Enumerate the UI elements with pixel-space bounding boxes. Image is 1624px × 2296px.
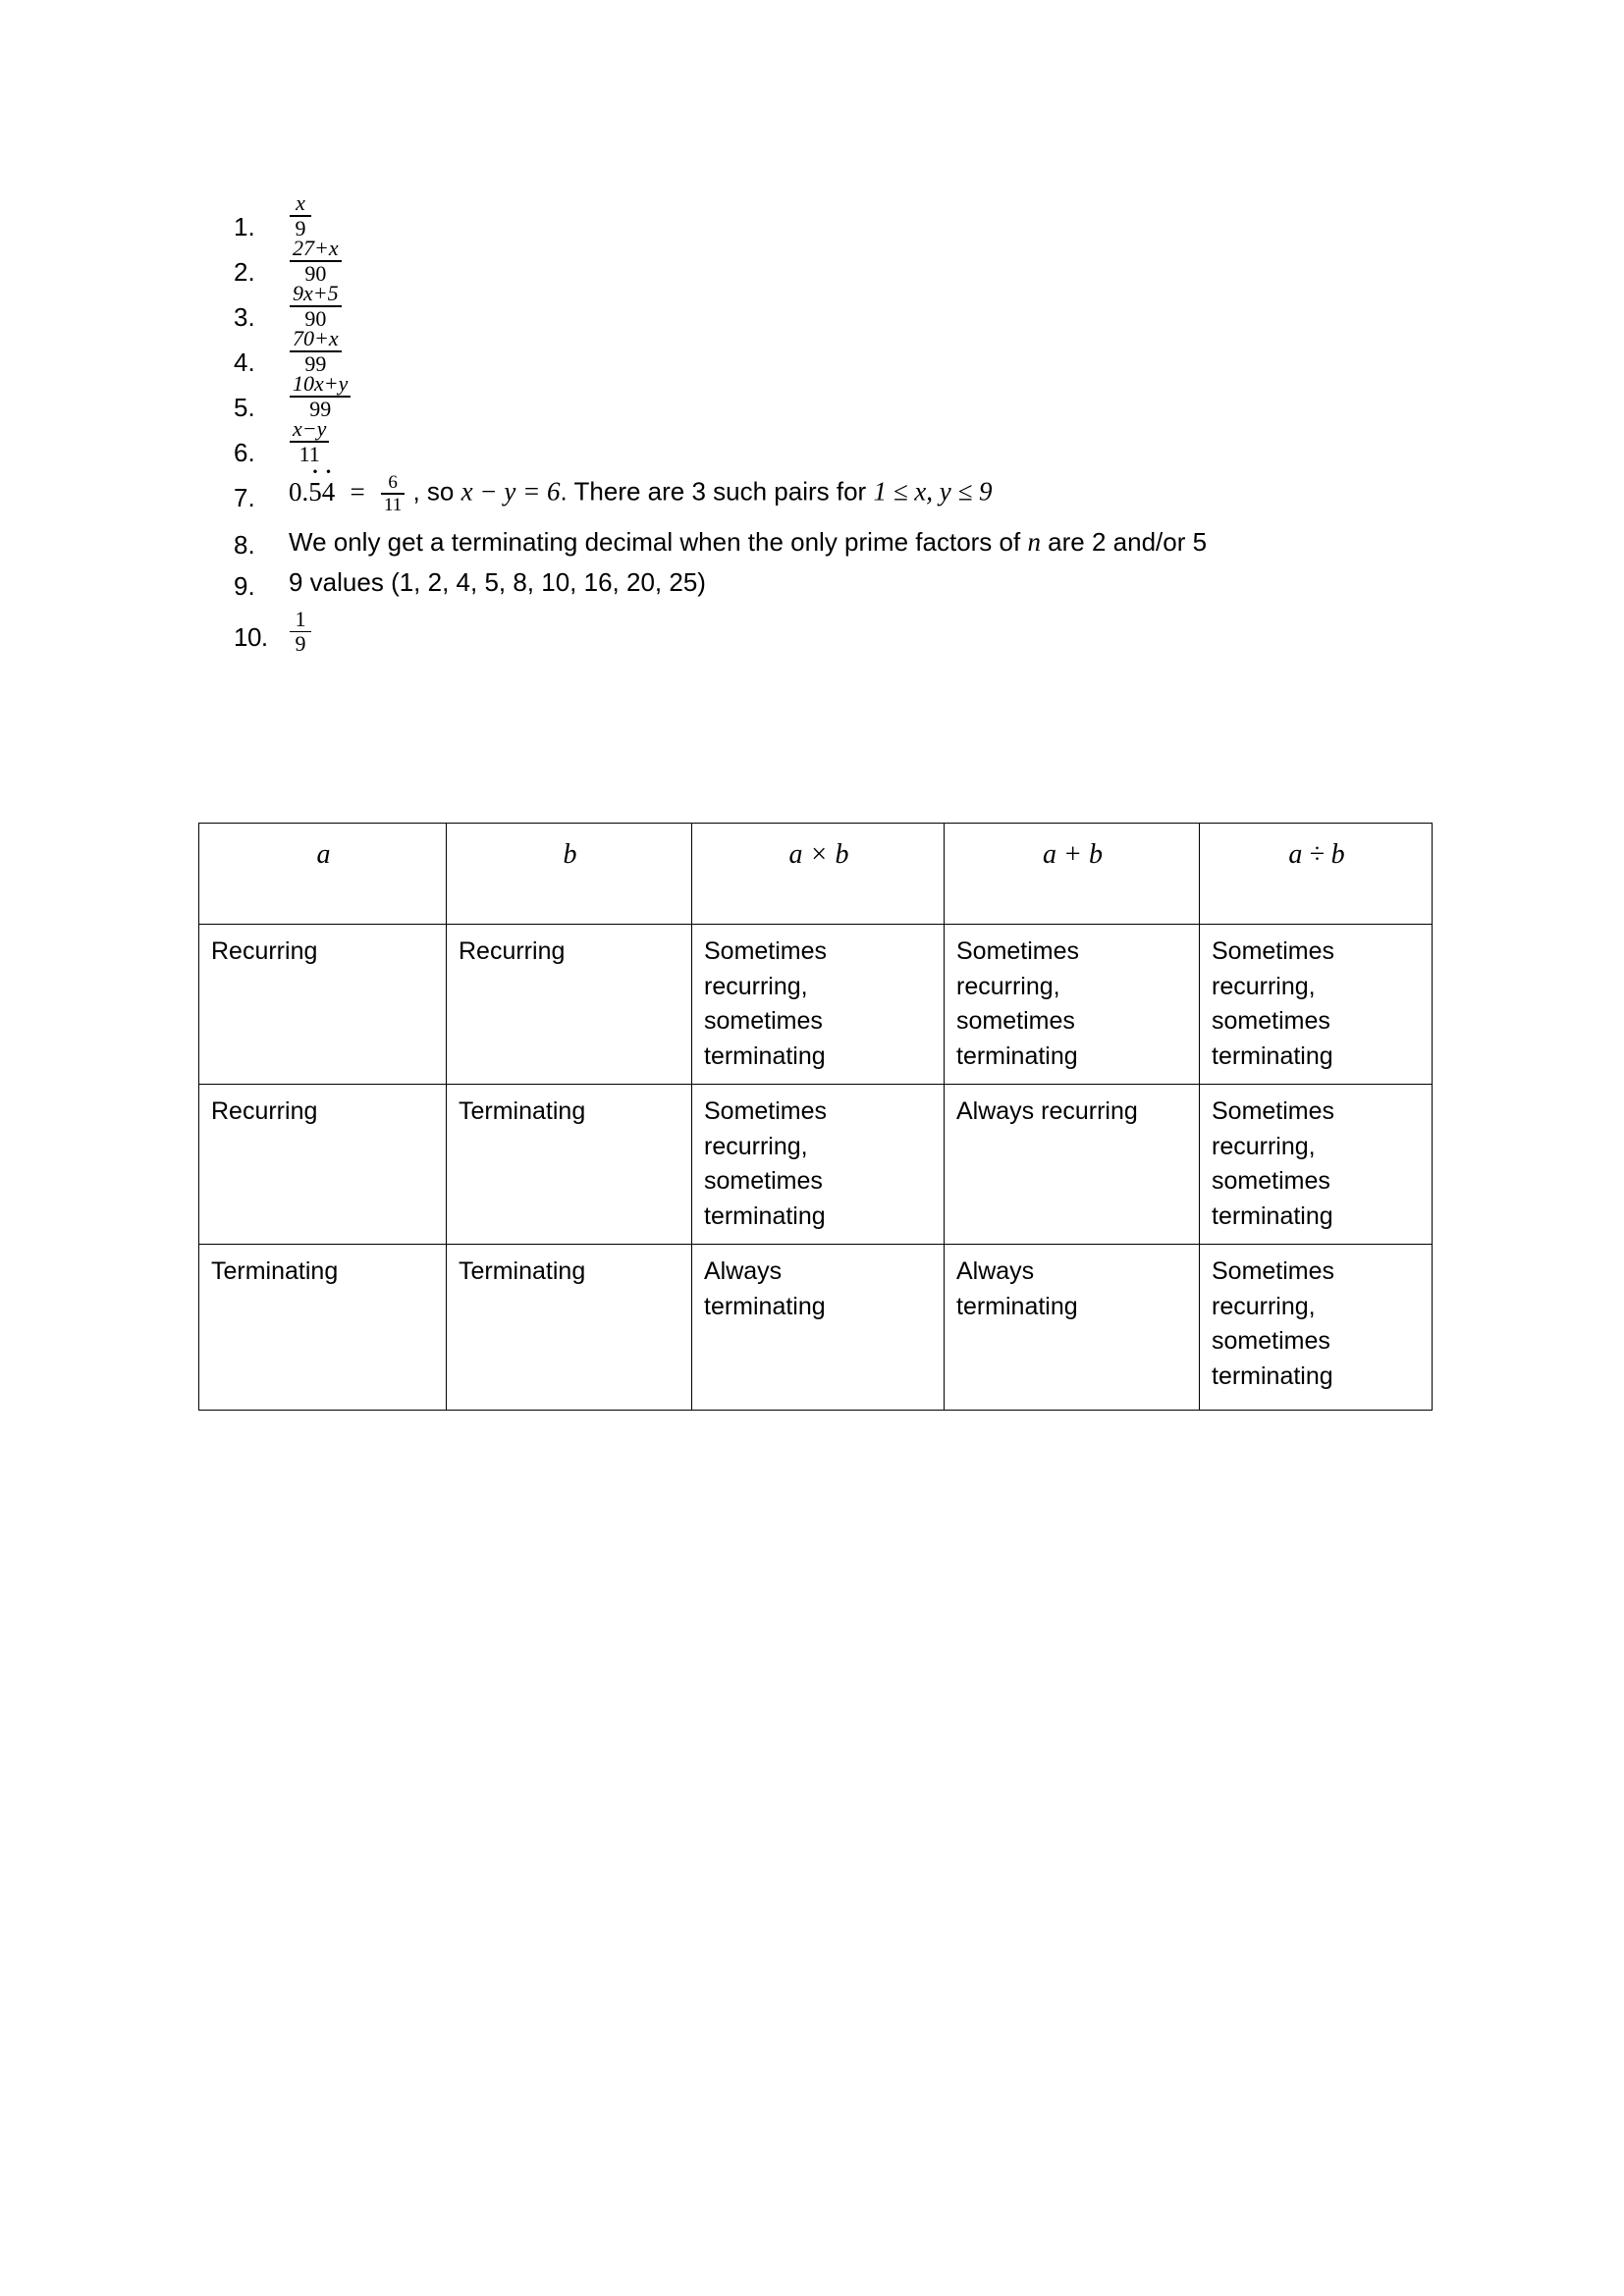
equation: x − y = 6: [460, 476, 561, 507]
fraction: [290, 373, 351, 420]
list-item-number: 9.: [234, 570, 255, 601]
fraction-denominator: 90: [304, 305, 327, 331]
table-row: [199, 1245, 1433, 1411]
list-item: [234, 524, 1392, 558]
list-item-content: [289, 606, 312, 657]
fraction-numerator: 6: [388, 472, 398, 493]
list-item: [234, 192, 1392, 240]
cell-sum: Sometimes recurring, sometimes terminating: [945, 925, 1200, 1085]
list-item: [234, 565, 1392, 599]
answer-list: [234, 190, 1392, 657]
list-item-number: 6.: [234, 438, 255, 467]
fraction-denominator: 90: [304, 260, 327, 286]
cell-product: Sometimes recurring, sometimes terminating: [692, 925, 945, 1085]
list-item: [234, 606, 1392, 657]
text-connector: , so: [412, 476, 461, 507]
cell-quotient: Sometimes recurring, sometimes terminating: [1200, 1245, 1433, 1411]
list-item: [234, 283, 1392, 330]
fraction-denominator: 11: [383, 494, 403, 515]
list-item-number: 8.: [234, 529, 255, 560]
cell-a: Terminating: [199, 1245, 447, 1411]
decimal-operations-table: [198, 823, 1433, 1411]
list-item: [234, 238, 1392, 285]
fraction-numerator: 27+x: [293, 236, 339, 260]
table-header: [199, 824, 1433, 925]
list-item-content: [289, 373, 352, 420]
column-header-a-plus-b: a + b: [945, 824, 1200, 925]
fraction-denominator: 9: [295, 631, 306, 657]
list-item-content: [289, 565, 706, 596]
statement-text-before: We only get a terminating decimal when the only prime factors of: [289, 526, 1028, 557]
cell-sum: Always recurring: [945, 1085, 1200, 1245]
fraction: [290, 192, 311, 240]
cell-b: Terminating: [447, 1085, 692, 1245]
fraction-denominator: 11: [298, 441, 320, 466]
list-item-content: [289, 238, 343, 285]
cell-b: Recurring: [447, 925, 692, 1085]
equals-sign: =: [350, 476, 365, 507]
list-item-content: [289, 524, 1207, 556]
list-item: [234, 467, 1392, 514]
list-item: [234, 328, 1392, 375]
list-item-number: 1.: [234, 212, 255, 241]
list-item-content: [289, 192, 312, 240]
list-item-number: 2.: [234, 257, 255, 287]
cell-product: Sometimes recurring, sometimes terminating: [692, 1085, 945, 1245]
recurring-decimal: 0.5 ·4 ·: [289, 477, 335, 507]
column-header-a-times-b: a × b: [692, 824, 945, 925]
cell-a: Recurring: [199, 925, 447, 1085]
fraction-denominator: 99: [309, 396, 332, 421]
values-list: 9 values (1, 2, 4, 5, 8, 10, 16, 20, 25): [289, 566, 706, 597]
cell-b: Terminating: [447, 1245, 692, 1411]
column-header-a-divided-b: a ÷ b: [1200, 824, 1433, 925]
cell-sum: Always terminating: [945, 1245, 1200, 1411]
list-item-number: 7.: [234, 483, 255, 512]
fraction: [290, 238, 342, 285]
list-item-number: 4.: [234, 347, 255, 377]
fraction-denominator: 9: [295, 215, 306, 240]
list-item-content: [289, 328, 343, 375]
list-item-number: 10.: [234, 621, 268, 652]
statement-text-after: are 2 and/or 5: [1040, 526, 1208, 557]
cell-a: Recurring: [199, 1085, 447, 1245]
fraction: [381, 473, 405, 514]
recurring-digit-2: 4 ·: [322, 478, 336, 506]
list-item-content: [289, 283, 343, 330]
fraction: [290, 283, 342, 330]
fraction-numerator: x−y: [293, 416, 327, 441]
column-header-a: a: [199, 824, 447, 925]
fraction-numerator: 10x+y: [293, 371, 349, 396]
table-row: [199, 1085, 1433, 1245]
fraction-numerator: x: [296, 190, 305, 215]
recurring-digit-1: 5 ·: [308, 478, 322, 506]
sentence-text: . There are 3 such pairs for: [560, 476, 874, 507]
fraction-numerator: 70+x: [293, 326, 339, 350]
fraction-numerator: 1: [295, 606, 306, 631]
table-body: [199, 925, 1433, 1411]
list-item: [234, 418, 1392, 465]
column-header-b: b: [447, 824, 692, 925]
fraction: [290, 606, 311, 657]
list-item-content: [289, 467, 993, 514]
cell-quotient: Sometimes recurring, sometimes terminating: [1200, 1085, 1433, 1245]
variable-n: n: [1027, 526, 1041, 557]
table-row: [199, 925, 1433, 1085]
list-item-number: 5.: [234, 393, 255, 422]
fraction-denominator: 99: [304, 350, 327, 376]
list-item: [234, 373, 1392, 420]
list-item-number: 3.: [234, 302, 255, 332]
cell-product: Always terminating: [692, 1245, 945, 1411]
fraction: [290, 328, 342, 375]
cell-quotient: Sometimes recurring, sometimes terminating: [1200, 925, 1433, 1085]
fraction-numerator: 9x+5: [293, 281, 339, 305]
range-condition: 1 ≤ x, y ≤ 9: [873, 476, 993, 507]
table-header-row: [199, 824, 1433, 925]
